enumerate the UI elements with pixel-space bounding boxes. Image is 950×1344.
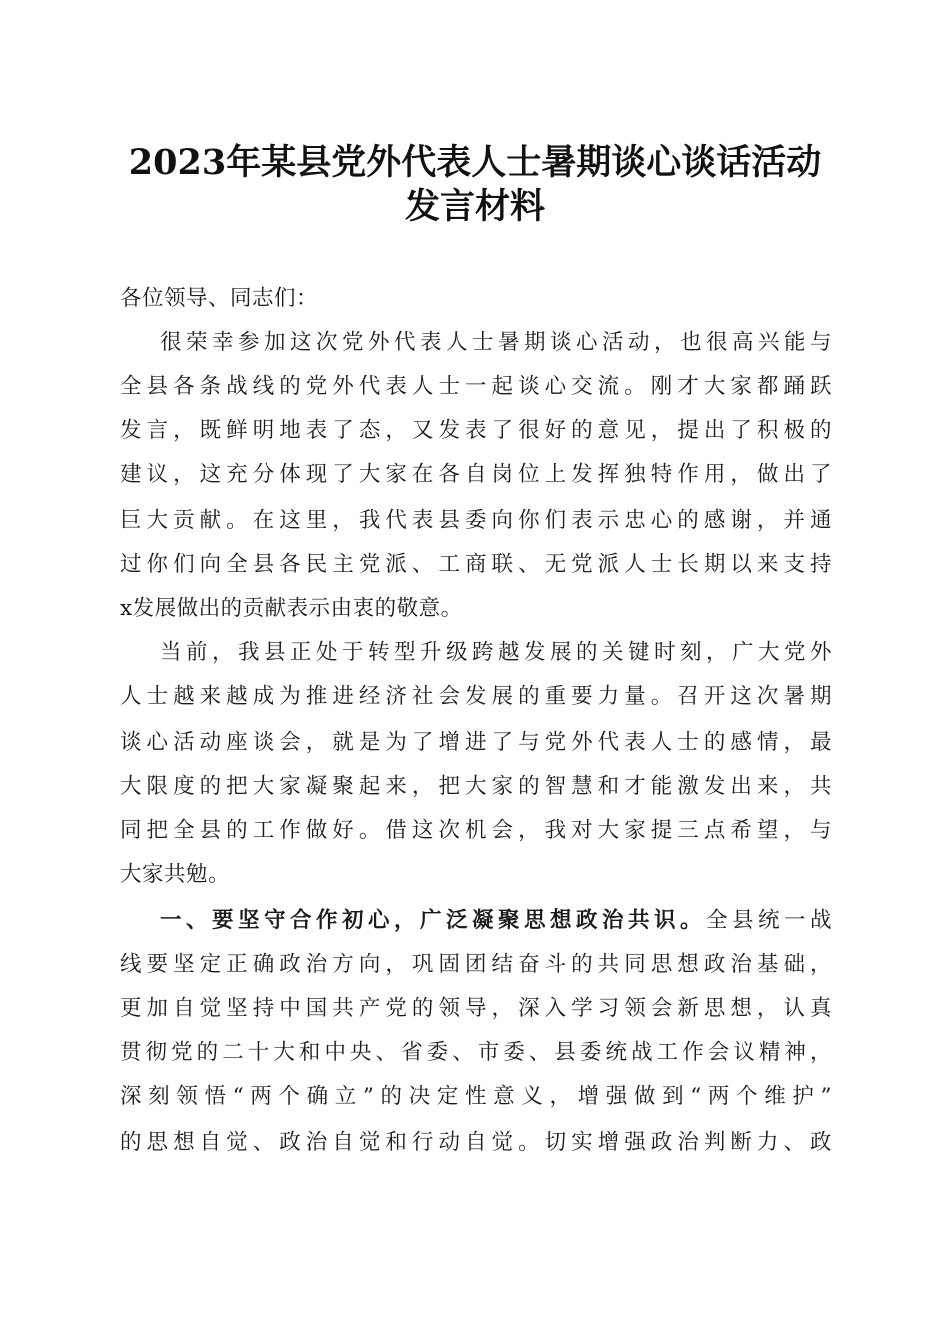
paragraph-1-line: 全县各条战线的党外代表人士一起谈心交流。刚才大家都踊跃 [120,374,832,399]
paragraph-3-line: 深刻领悟“两个确立”的决定性意义，增强做到“两个维护” [120,1084,832,1109]
section-heading: 一、要坚守合作初心，广泛凝聚思想政治共识。 [160,908,706,933]
paragraph-3-line: 贯彻党的二十大和中央、省委、市委、县委统战工作会议精神， [120,1040,832,1065]
paragraph-3-first-line-rest: 全县统一战 [705,908,832,933]
paragraph-3-line: 更加自觉坚持中国共产党的领导，深入学习领会新思想，认真 [120,996,832,1021]
paragraph-1-line: 巨大贡献。在这里，我代表县委向你们表示忠心的感谢，并通 [120,508,832,533]
paragraph-2-line: 大限度的把大家凝聚起来，把大家的智慧和才能激发出来，共 [120,774,832,799]
paragraph-2-line: 当前，我县正处于转型升级跨越发展的关键时刻，广大党外 [160,640,832,665]
paragraph-2-line: 谈心活动座谈会，就是为了增进了与党外代表人士的感情，最 [120,730,832,755]
paragraph-3-line: 线要坚定正确政治方向，巩固团结奋斗的共同思想政治基础， [120,952,832,977]
paragraph-2-line: 同把全县的工作做好。借这次机会，我对大家提三点希望，与 [120,818,832,843]
paragraph-1-line: 过你们向全县各民主党派、工商联、无党派人士长期以来支持 [120,552,832,577]
paragraph-2-line: 大家共勉。 [120,862,231,887]
paragraph-2-line: 人士越来越成为推进经济社会发展的重要力量。召开这次暑期 [120,684,832,709]
paragraph-1-line: x发展做出的贡献表示由衷的敬意。 [120,596,463,621]
paragraph-1-line: 建议，这充分体现了大家在各自岗位上发挥独特作用，做出了 [120,462,832,487]
paragraph-1-line: 发言，既鲜明地表了态，又发表了很好的意见，提出了积极的 [120,418,832,443]
document-title-line-2: 发言材料 [404,186,545,227]
salutation: 各位领导、同志们： [120,286,319,311]
paragraph-3-first-line [160,906,832,936]
paragraph-1-line: 很荣幸参加这次党外代表人士暑期谈心活动，也很高兴能与 [160,330,832,355]
document-title-line-1: 2023年某县党外代表人士暑期谈心谈话活动 [128,142,822,183]
paragraph-3-line: 的思想自觉、政治自觉和行动自觉。切实增强政治判断力、政 [120,1130,832,1155]
